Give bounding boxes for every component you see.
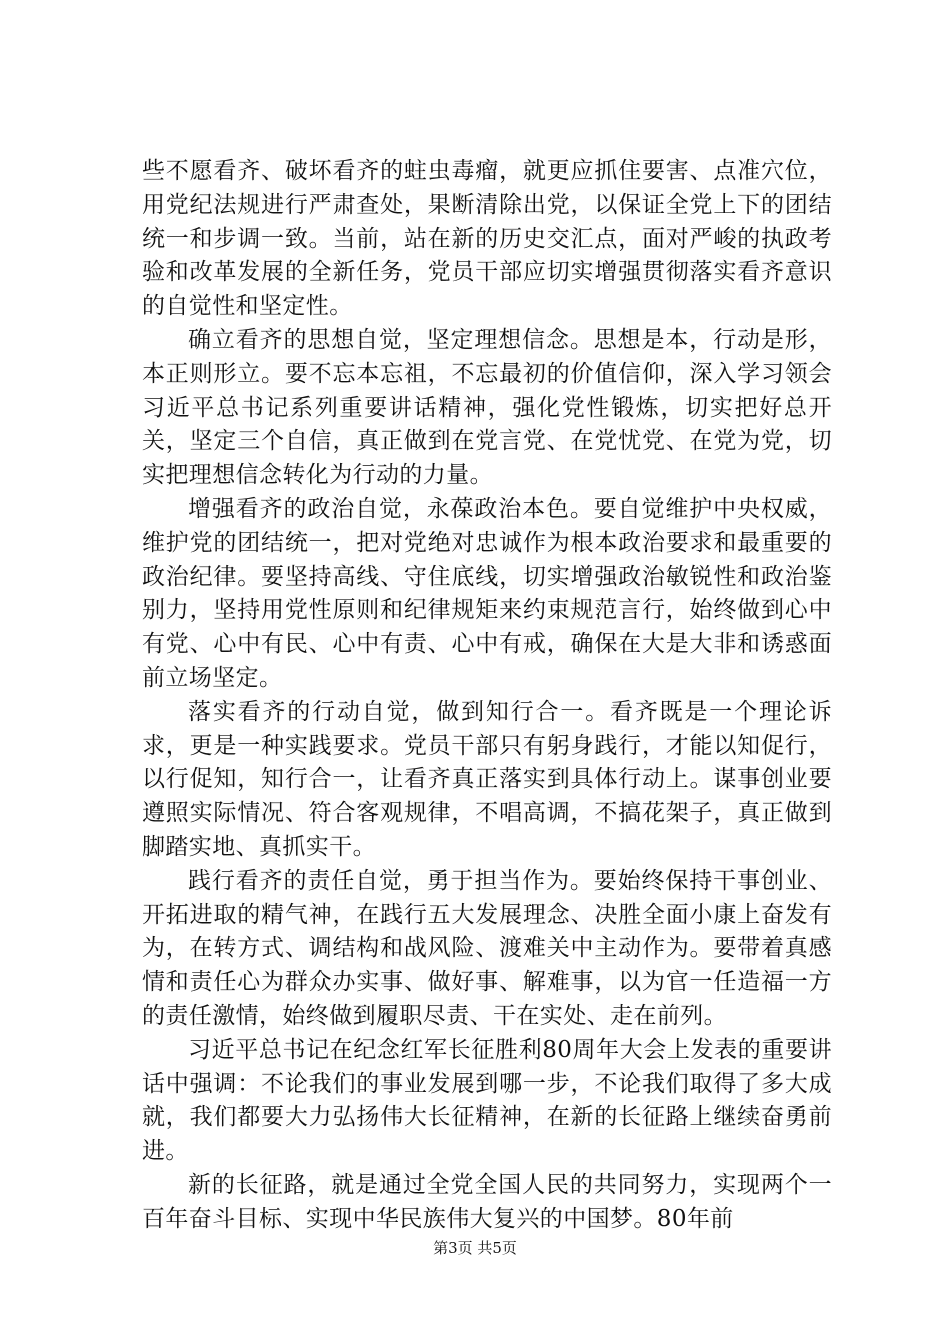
- paragraph-continuation: 些不愿看齐、破坏看齐的蛀虫毒瘤，就更应抓住要害、点准穴位，用党纪法规进行严肃查处，果断清除出党，以保证全党上下的团结统一和步调一致。当前，站在新的历史交汇点，面对严峻的执政考验和改革发展的全新任务，党员干部应切实增强贯彻落实看齐意识的自觉性和坚定性。: [142, 158, 832, 320]
- paragraph-action-awareness: 落实看齐的行动自觉，做到知行合一。看齐既是一个理论诉求，更是一种实践要求。党员干部只有躬身践行，才能以知促行，以行促知，知行合一，让看齐真正落实到具体行动上。谋事创业要遵照实际情况、符合客观规律，不唱高调，不搞花架子，真正做到脚踏实地、真抓实干。: [142, 698, 832, 860]
- paragraph-responsibility-awareness: 践行看齐的责任自觉，勇于担当作为。要始终保持干事创业、开拓进取的精气神，在践行五大发展理念、决胜全面小康上奋发有为，在转方式、调结构和战风险、渡难关中主动作为。要带着真感情和责任心为群众办实事、做好事、解难事，以为官一任造福一方的责任激情，始终做到履职尽责、干在实处、走在前列。: [142, 867, 832, 1029]
- page-number-footer: 第3页 共5页: [433, 1239, 517, 1257]
- paragraph-new-long-march: 新的长征路，就是通过全党全国人民的共同努力，实现两个一百年奋斗目标、实现中华民族伟大复兴的中国梦。80年前: [142, 1171, 832, 1232]
- paragraph-ideological-awareness: 确立看齐的思想自觉，坚定理想信念。思想是本，行动是形，本正则形立。要不忘本忘祖，不忘最初的价值信仰，深入学习领会习近平总书记系列重要讲话精神，强化党性锻炼，切实把好总开关，坚定三个自信，真正做到在党言党、在党忧党、在党为党，切实把理想信念转化为行动的力量。: [142, 326, 832, 489]
- paragraph-political-awareness: 增强看齐的政治自觉，永葆政治本色。要自觉维护中央权威，维护党的团结统一，把对党绝对忠诚作为根本政治要求和最重要的政治纪律。要坚持高线、守住底线，切实增强政治敏锐性和政治鉴别力，坚持用党性原则和纪律规矩来约束规范言行，始终做到心中有党、心中有民、心中有责、心中有戒，确保在大是大非和诱惑面前立场坚定。: [142, 495, 832, 691]
- paragraph-long-march-speech: 习近平总书记在纪念红军长征胜利80周年大会上发表的重要讲话中强调：不论我们的事业发展到哪一步，不论我们取得了多大成就，我们都要大力弘扬伟大长征精神，在新的长征路上继续奋勇前进。: [142, 1036, 832, 1165]
- document-body: [142, 155, 832, 1237]
